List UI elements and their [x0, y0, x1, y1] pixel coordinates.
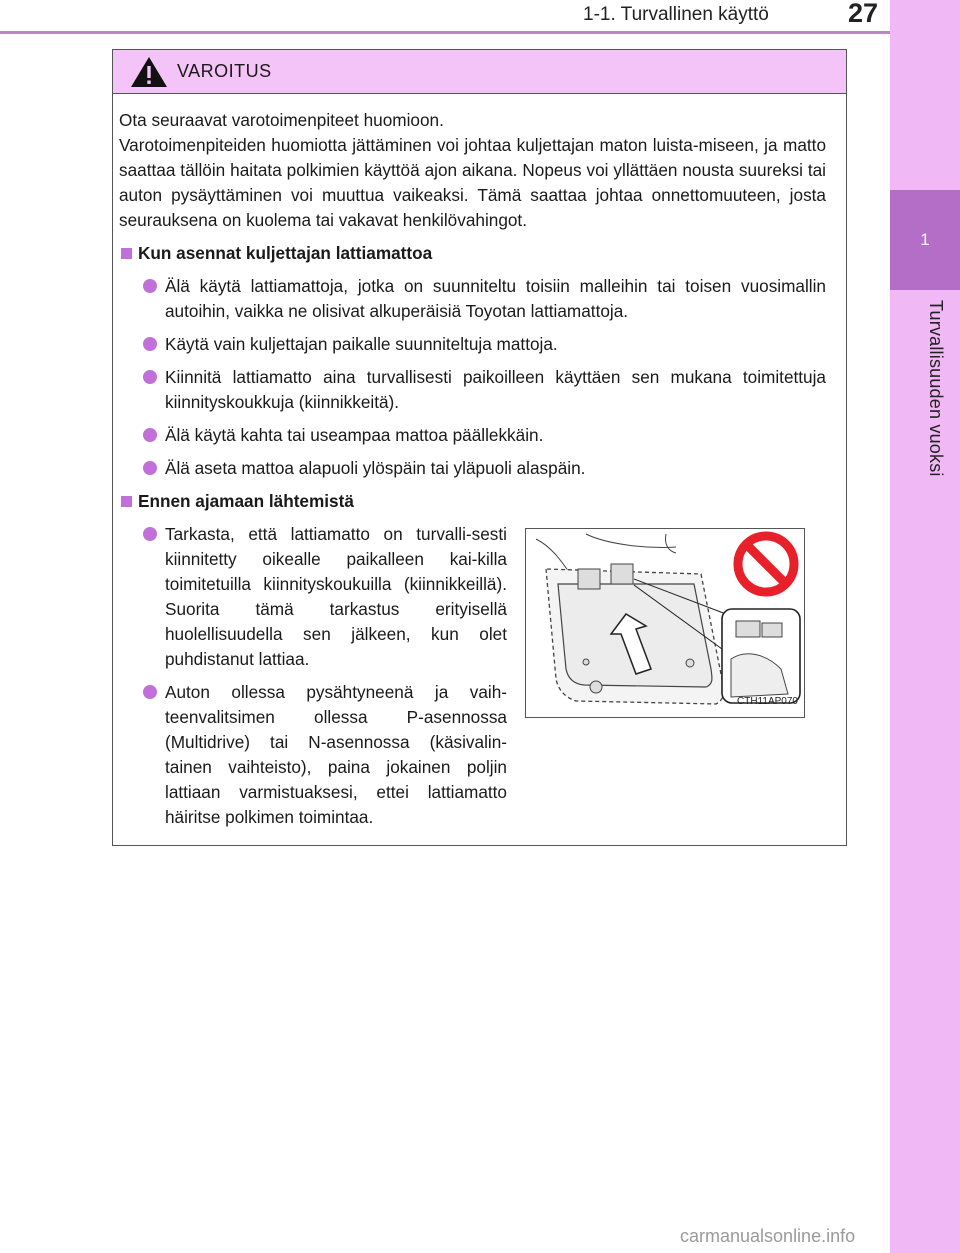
page-number: 27 — [848, 0, 879, 28]
list-item-text: Käytä vain kuljettajan paikalle suunniteltuja mattoja. — [165, 334, 558, 354]
section-heading — [119, 489, 826, 514]
section-heading-text: Ennen ajamaan lähtemistä — [138, 491, 354, 511]
section-with-figure — [119, 522, 826, 838]
chapter-title: Turvallisuuden vuoksi — [926, 300, 946, 477]
list-item-text: Älä käytä kahta tai useampaa mattoa päällekkäin. — [165, 425, 544, 445]
warning-triangle-icon — [129, 55, 169, 89]
chapter-sidetab — [890, 0, 960, 1253]
warning-box — [112, 49, 847, 846]
round-bullet-icon — [143, 461, 157, 475]
round-bullet-icon — [143, 527, 157, 541]
round-bullet-icon — [143, 370, 157, 384]
square-bullet-icon — [121, 248, 132, 259]
section-heading-text: Kun asennat kuljettajan lattiamattoa — [138, 243, 433, 263]
section2-list — [119, 522, 507, 838]
figure-code: CTH11AP070 — [737, 696, 798, 707]
warning-intro: Ota seuraavat varotoimenpiteet huomioon. — [119, 110, 444, 130]
list-item-text: Tarkasta, että lattiamatto on turvalli-sesti kiinnitetty oikealle paikalleen kai-killa toimitetuilla kiinnityskoukuilla (kiinnikkeillä). Suorita tämä tarkastus erityisellä huolellisuudella sen jälkeen, kun olet puhdistanut lattiaa. — [165, 524, 507, 669]
chapter-number: 1 — [920, 230, 930, 249]
watermark[interactable]: carmanualsonline.info — [680, 1226, 856, 1246]
list-item — [143, 365, 826, 415]
warning-title: VAROITUS — [177, 61, 272, 81]
warning-header — [113, 50, 846, 94]
chapter-number-tab[interactable] — [890, 190, 960, 290]
list-item-text: Älä käytä lattiamattoja, jotka on suunniteltu toisiin malleihin tai toisen vuosimallin autoihin, vaikka ne olisivat alkuperäisiä Toyotan lattiamattoja. — [165, 276, 826, 321]
list-item-text: Auton ollessa pysähtyneenä ja vaih-teenvalitsimen ollessa P-asennossa (Multidrive) tai N-asennossa (käsivalin-tainen vaihteisto), paina jokainen poljin lattiaan varmistuaksesi, ettei lattiamatto häiritse polkimen toimintaa. — [165, 682, 507, 827]
round-bullet-icon — [143, 428, 157, 442]
list-item — [143, 423, 826, 448]
section-title: 1-1. Turvallinen käyttö — [583, 4, 769, 25]
list-item-text: Kiinnitä lattiamatto aina turvallisesti paikoilleen käyttäen sen mukana toimitettuja kiinnityskoukkuja (kiinnikkeitä). — [165, 367, 826, 412]
warning-intro-detail: Varotoimenpiteiden huomiotta jättäminen voi johtaa kuljettajan maton luista-miseen, ja matto saattaa tällöin haitata polkimien käyttöä ajon aikana. Nopeus voi yllättäen nousta suureksi tai auton pysäyttäminen voi muuttua vaikeaksi. Tämä saattaa johtaa onnettomuuteen, josta seurauksena on kuolema tai vakavat henkilövahingot. — [119, 135, 826, 230]
header-divider — [0, 31, 890, 34]
square-bullet-icon — [121, 496, 132, 507]
list-item — [143, 522, 507, 672]
floor-mat-illustration — [525, 528, 805, 718]
list-item — [143, 332, 826, 357]
list-item — [143, 680, 507, 830]
list-item-text: Älä aseta mattoa alapuoli ylöspäin tai yläpuoli alaspäin. — [165, 458, 586, 478]
round-bullet-icon — [143, 279, 157, 293]
list-item — [143, 274, 826, 324]
list-item — [143, 456, 826, 481]
section-heading — [119, 241, 826, 266]
warning-body — [113, 94, 846, 838]
round-bullet-icon — [143, 337, 157, 351]
round-bullet-icon — [143, 685, 157, 699]
